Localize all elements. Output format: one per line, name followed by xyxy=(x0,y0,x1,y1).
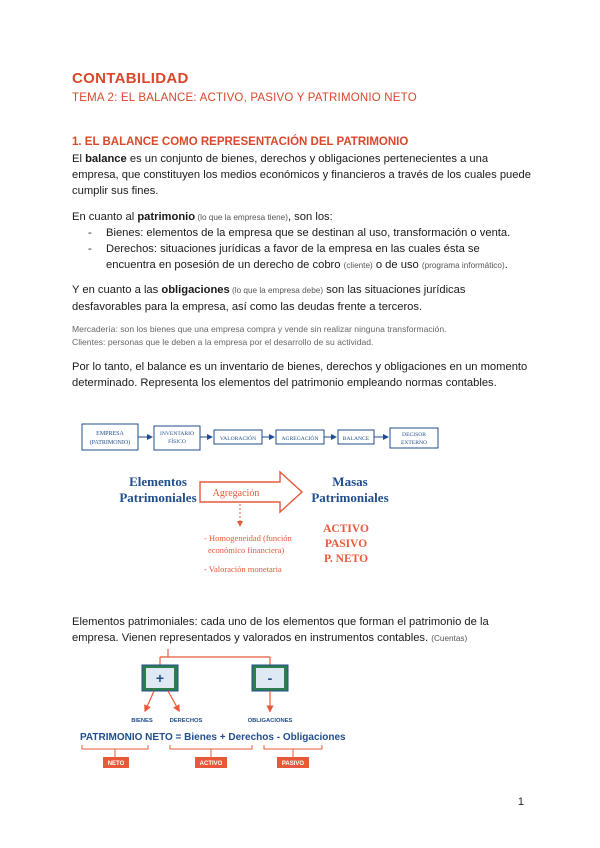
section-heading: 1. EL BALANCE COMO REPRESENTACIÓN DEL PATRIMONIO xyxy=(72,136,409,148)
inventario-box xyxy=(154,426,200,450)
activo-mass: ACTIVO xyxy=(323,523,369,535)
note-mercaderia: Mercadería: son los bienes que una empresa compra y vende sin realizar ninguna transformación. xyxy=(72,324,447,334)
minus-icon: - xyxy=(267,670,273,686)
agregacion-arrow-label: Agregación xyxy=(212,488,260,499)
arrow-derechos xyxy=(168,691,178,709)
document-title: CONTABILIDAD xyxy=(72,70,189,87)
economico-note: económico financiera) xyxy=(208,545,285,555)
list-item: - Derechos: situaciones jurídicas a favor de la empresa en las cuales ésta se encuentra en posesión de un derecho de cobro (cliente) o de uso (programa informático). xyxy=(88,243,508,271)
paragraph-patrimonio: En cuanto al patrimonio (lo que la empresa tiene), son los: xyxy=(72,211,333,223)
tag-activo-label: ACTIVO xyxy=(199,761,223,767)
balance-process-diagram xyxy=(70,414,450,589)
patrimoniales-label-right: Patrimoniales xyxy=(311,490,389,505)
patrimonio-neto-equation: PATRIMONIO NETO = Bienes + Derechos - Obligaciones xyxy=(80,732,346,743)
inventario-label: INVENTARIO xyxy=(159,431,195,437)
empresa-box xyxy=(82,424,138,450)
obligaciones-label: OBLIGACIONES xyxy=(247,718,293,724)
agregacion-label: AGREGACIÓN xyxy=(281,436,319,442)
paragraph-obligaciones: Y en cuanto a las obligaciones (lo que la empresa debe) son las situaciones jurídicas desfavorables para la empresa, así como las deudas frente a terceros. xyxy=(72,284,466,313)
note-clientes: Clientes: personas que le deben a la empresa por el desarrollo de su actividad. xyxy=(72,337,374,347)
list-item: - Bienes: elementos de la empresa que se destinan al uso, transformación o venta. xyxy=(88,227,511,239)
pneto-mass: P. NETO xyxy=(323,553,369,565)
tag-pasivo-label: PASIVO xyxy=(281,761,305,767)
patrimoniales-label-left: Patrimoniales xyxy=(119,490,197,505)
masas-label: Masas xyxy=(332,474,368,489)
elementos-label: Elementos xyxy=(129,474,187,489)
balance-label: BALANCE xyxy=(342,436,370,442)
plus-icon: + xyxy=(155,670,165,686)
arrow-bienes xyxy=(146,691,154,709)
pasivo-mass: PASIVO xyxy=(324,538,368,550)
decisor-label: DECISOR xyxy=(402,432,426,438)
bracket-activo xyxy=(170,745,252,749)
tag-neto-label: NETO xyxy=(107,761,125,767)
derechos-label: DERECHOS xyxy=(169,718,203,724)
patrimonio-neto-diagram xyxy=(70,645,350,775)
page-number: 1 xyxy=(517,796,524,808)
externo-label: EXTERNO xyxy=(400,440,428,446)
patrimonio-list xyxy=(88,225,528,274)
empresa-label: EMPRESA xyxy=(96,431,124,437)
bracket-neto xyxy=(82,745,148,749)
paragraph-elementos: Elementos patrimoniales: cada uno de los elementos que forman el patrimonio de la empresa. Vienen representados y valorados en instrumentos contables. (Cuentas) xyxy=(72,616,489,644)
valoracion-label: VALORACIÓN xyxy=(219,436,257,442)
fisico-label: FÍSICO xyxy=(168,439,186,445)
document-subtitle: TEMA 2: EL BALANCE: ACTIVO, PASIVO Y PATRIMONIO NETO xyxy=(72,92,417,104)
homogeneidad-note: - Homogeneidad (función xyxy=(204,533,292,543)
patrimonio-label: (PATRIMONIO) xyxy=(89,440,131,446)
bienes-label: BIENES xyxy=(131,718,153,724)
paragraph-conclusion: Por lo tanto, el balance es un inventario de bienes, derechos y obligaciones en un momento determinado. Representa los elementos del patrimonio empleando normas contables. xyxy=(72,361,528,389)
valoracion-note: - Valoración monetaria xyxy=(204,564,282,574)
paragraph-balance: El balance es un conjunto de bienes, derechos y obligaciones pertenecientes a una empresa, que constituyen los medios económicos y financieros a través de los cuales puede cumplir sus fines. xyxy=(72,153,531,197)
bracket-pasivo xyxy=(264,745,322,749)
